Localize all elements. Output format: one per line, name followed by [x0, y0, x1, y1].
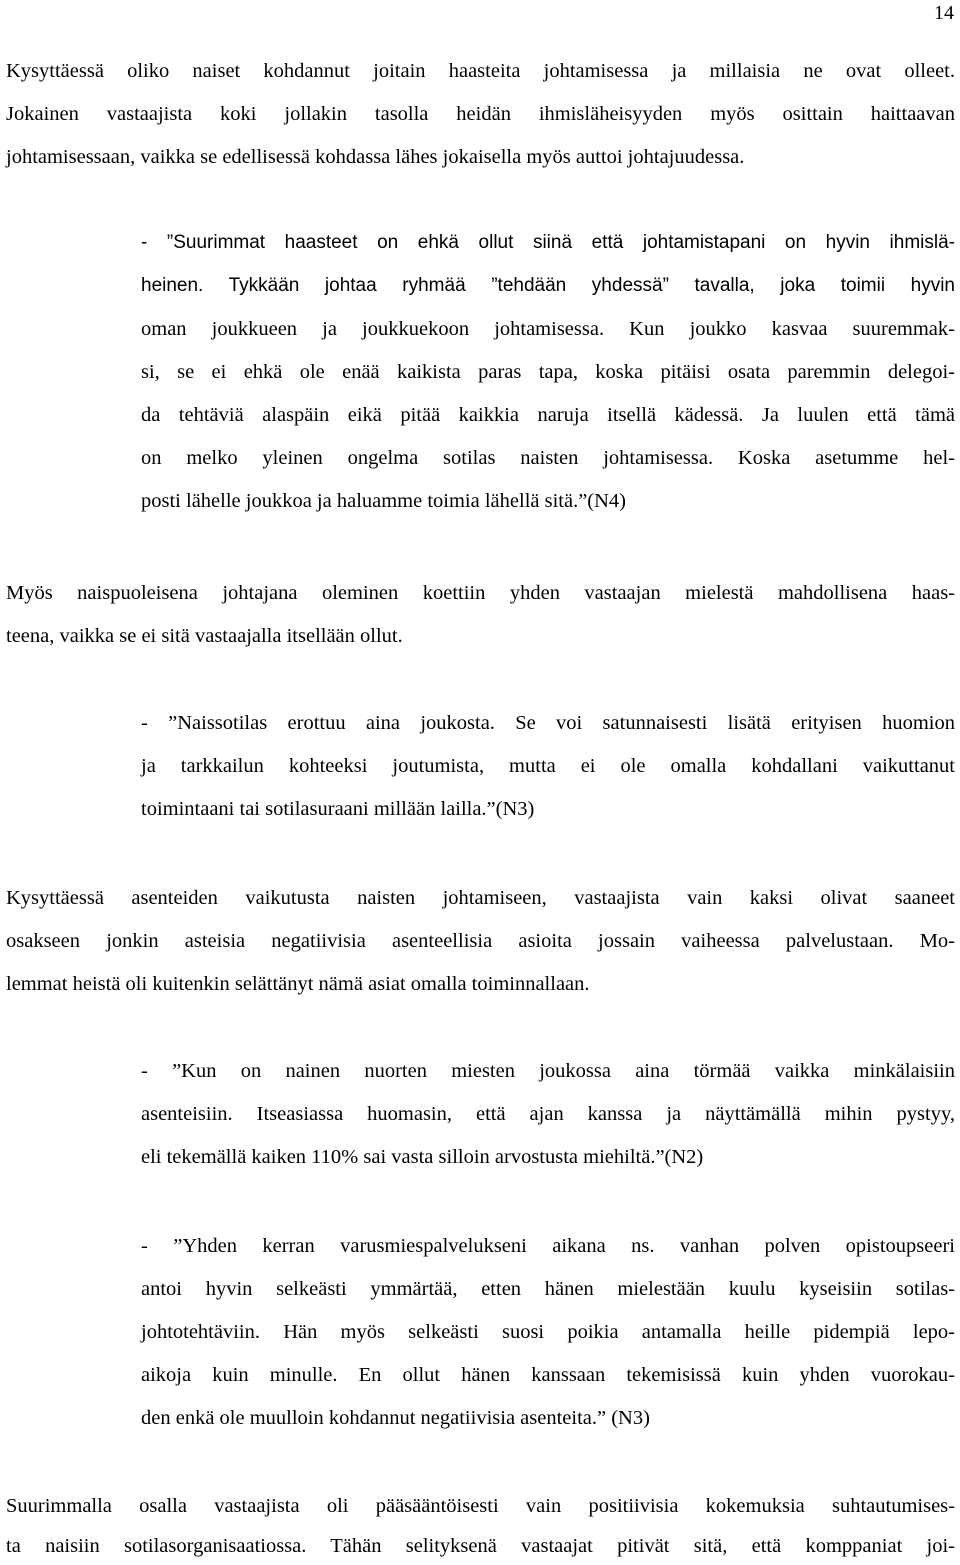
quote-line: heinen. Tykkään johtaa ryhmää ”tehdään yhdessä” tavalla, joka toimii hyvin	[141, 275, 955, 296]
paragraph-line: Myös naispuoleisena johtajana oleminen koettiin yhden vastaajan mielestä mahdollisena haas-	[6, 582, 955, 604]
paragraph-line: Suurimmalla osalla vastaajista oli pääsääntöisesti vain positiivisia kokemuksia suhtautumises-	[6, 1495, 955, 1517]
paragraph-line: johtamisessaan, vaikka se edellisessä kohdassa lähes jokaisella myös auttoi johtajuudessa.	[6, 146, 745, 168]
quote-line: - ”Suurimmat haasteet on ehkä ollut siinä että johtamistapani on hyvin ihmislä-	[141, 232, 955, 253]
quote-line: si, se ei ehkä ole enää kaikista paras tapa, koska pitäisi osata paremmin delegoi-	[141, 361, 955, 383]
quote-line: den enkä ole muulloin kohdannut negatiivisia asenteita.” (N3)	[141, 1407, 650, 1429]
paragraph-line: Kysyttäessä asenteiden vaikutusta naisten johtamiseen, vastaajista vain kaksi olivat saaneet	[6, 887, 955, 909]
quote-line: toimintaani tai sotilasuraani millään lailla.”(N3)	[141, 798, 535, 820]
page-number: 14	[934, 2, 954, 24]
quote-line: on melko yleinen ongelma sotilas naisten johtamisessa. Koska asetumme hel-	[141, 447, 955, 469]
quote-line: - ”Naissotilas erottuu aina joukosta. Se voi satunnaisesti lisätä erityisen huomion	[141, 712, 955, 734]
paragraph-line: Kysyttäessä oliko naiset kohdannut joitain haasteita johtamisessa ja millaisia ne ovat olleet.	[6, 60, 955, 82]
quote-line: - ”Kun on nainen nuorten miesten joukossa aina törmää vaikka minkälaisiin	[141, 1060, 955, 1082]
quote-line: eli tekemällä kaiken 110% sai vasta silloin arvostusta miehiltä.”(N2)	[141, 1146, 704, 1168]
quote-line: asenteisiin. Itseasiassa huomasin, että ajan kanssa ja näyttämällä mihin pystyy,	[141, 1103, 955, 1125]
quote-line: da tehtäviä alaspäin eikä pitää kaikkia naruja itsellä kädessä. Ja luulen että tämä	[141, 404, 955, 426]
paragraph-line: ta naisiin sotilasorganisaatiossa. Tähän selityksenä vastaajat pitivät sitä, että komppaniat joi-	[6, 1535, 955, 1557]
quote-line: posti lähelle joukkoa ja haluamme toimia lähellä sitä.”(N4)	[141, 490, 627, 512]
paragraph-line: teena, vaikka se ei sitä vastaajalla itsellään ollut.	[6, 625, 403, 647]
quote-line: - ”Yhden kerran varusmiespalvelukseni aikana ns. vanhan polven opistoupseeri	[141, 1235, 955, 1257]
paragraph-line: lemmat heistä oli kuitenkin selättänyt nämä asiat omalla toiminnallaan.	[6, 973, 590, 995]
quote-line: johtotehtäviin. Hän myös selkeästi suosi poikia antamalla heille pidempiä lepo-	[141, 1321, 955, 1343]
paragraph-line: Jokainen vastaajista koki jollakin tasolla heidän ihmisläheisyyden myös osittain haittaavan	[6, 103, 955, 125]
paragraph-line: osakseen jonkin asteisia negatiivisia asenteellisia asioita jossain vaiheessa palvelustaan. Mo-	[6, 930, 955, 952]
quote-line: oman joukkueen ja joukkuekoon johtamisessa. Kun joukko kasvaa suuremmak-	[141, 318, 955, 340]
quote-line: ja tarkkailun kohteeksi joutumista, mutta ei ole omalla kohdallani vaikuttanut	[141, 755, 955, 777]
quote-line: aikoja kuin minulle. En ollut hänen kanssaan tekemisissä kuin yhden vuorokau-	[141, 1364, 955, 1386]
quote-line: antoi hyvin selkeästi ymmärtää, etten hänen mielestään kuulu kyseisiin sotilas-	[141, 1278, 955, 1300]
